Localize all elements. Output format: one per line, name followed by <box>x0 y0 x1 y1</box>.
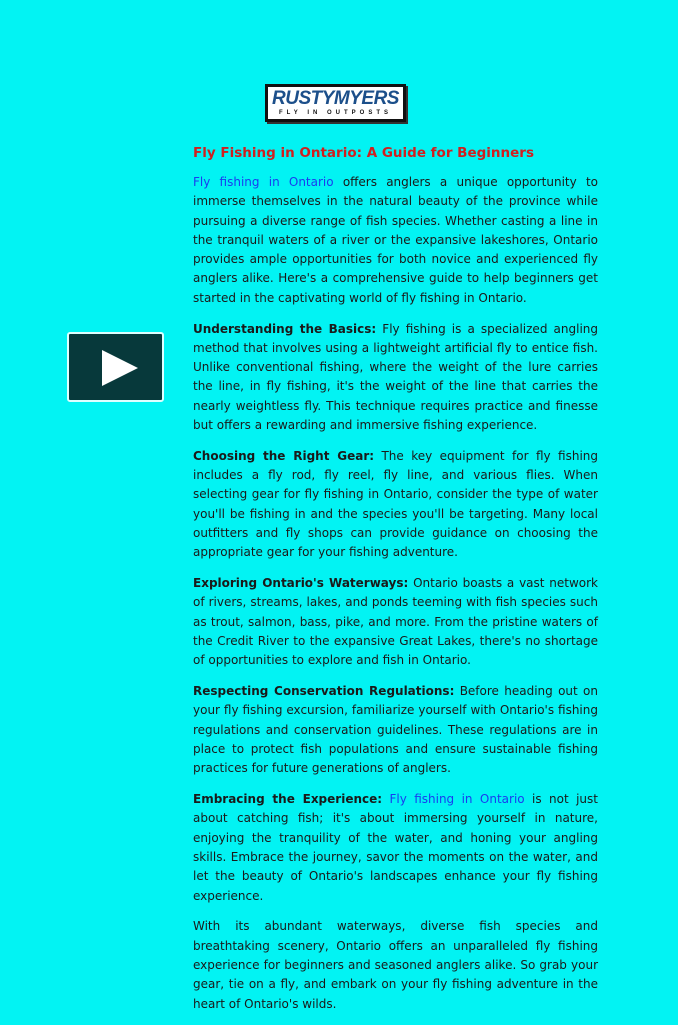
conclusion-paragraph: With its abundant waterways, diverse fish species and breathtaking scenery, Ontario offers an unparalleled fly fishing experience for beginners and seasoned anglers alike. So grab your gear, tie on a fly, and embark on your fly fishing adventure in the heart of Ontario's wilds. <box>193 919 598 1011</box>
section-waterways <box>193 574 598 670</box>
section-heading: Embracing the Experience: <box>193 792 383 807</box>
play-icon <box>102 350 140 386</box>
logo-main-text: RUSTYMYERS <box>272 88 399 109</box>
section-basics <box>193 320 598 436</box>
section-text: The key equipment for fly fishing includes a fly rod, fly reel, fly line, and various flies. When selecting gear for fly fishing in Ontario, consider the type of water you'll be fishing in and the species you'll be targeting. Many local outfitters and fly shops can provide guidance on choosing the appropriate gear for your fishing adventure. <box>193 448 598 560</box>
section-gear <box>193 447 598 563</box>
section-text: is not just about catching fish; it's about immersing yourself in nature, enjoying the tranquility of the water, and honing your angling skills. Embrace the journey, savor the moments on the water, and let the beauty of Ontario's landscapes enhance your fly fishing experience. <box>193 792 598 903</box>
intro-text: offers anglers a unique opportunity to immerse themselves in the natural beauty of the province while pursuing a diverse range of fish species. Whether casting a line in the tranquil waters of a river or the expansive lakeshores, Ontario provides ample opportunities for both novice and experienced fly anglers alike. Here's a comprehensive guide to help beginners get started in the captivating world of fly fishing in Ontario. <box>193 175 598 305</box>
article-title: Fly Fishing in Ontario: A Guide for Beginners <box>193 145 534 161</box>
section-experience <box>193 790 598 906</box>
fly-fishing-ontario-link[interactable]: Fly fishing in Ontario <box>193 175 334 189</box>
section-text: Ontario boasts a vast network of rivers, streams, lakes, and ponds teeming with fish species such as trout, salmon, bass, pike, and more. From the pristine waters of the Credit River to the expansive Great Lakes, there's no shortage of opportunities to explore and fish in Ontario. <box>193 576 599 668</box>
section-text: Fly fishing is a specialized angling method that involves using a lightweight artificial fly to entice fish. Unlike conventional fishing, where the weight of the lure carries the line, in fly fishing, it's the weight of the line that carries the nearly weightless fly. This technique requires practice and finesse but offers a rewarding and immersive fishing experience. <box>193 321 598 433</box>
section-heading: Understanding the Basics: <box>193 321 377 336</box>
rusty-myers-logo <box>265 84 406 122</box>
section-regulations <box>193 682 598 778</box>
fly-fishing-ontario-link-2[interactable]: Fly fishing in Ontario <box>389 792 525 807</box>
section-text: Before heading out on your fly fishing excursion, familiarize yourself with Ontario's fishing regulations and conservation guidelines. These regulations are in place to protect fish populations and ensure sustainable fishing practices for future generations of anglers. <box>193 684 599 776</box>
article <box>193 143 598 1025</box>
section-heading: Respecting Conservation Regulations: <box>193 684 455 699</box>
intro-paragraph <box>193 173 598 308</box>
section-heading: Choosing the Right Gear: <box>193 448 375 463</box>
section-heading: Exploring Ontario's Waterways: <box>193 576 409 591</box>
video-play-button[interactable] <box>67 332 164 402</box>
logo-sub-text: FLY IN OUTPOSTS <box>278 110 392 116</box>
